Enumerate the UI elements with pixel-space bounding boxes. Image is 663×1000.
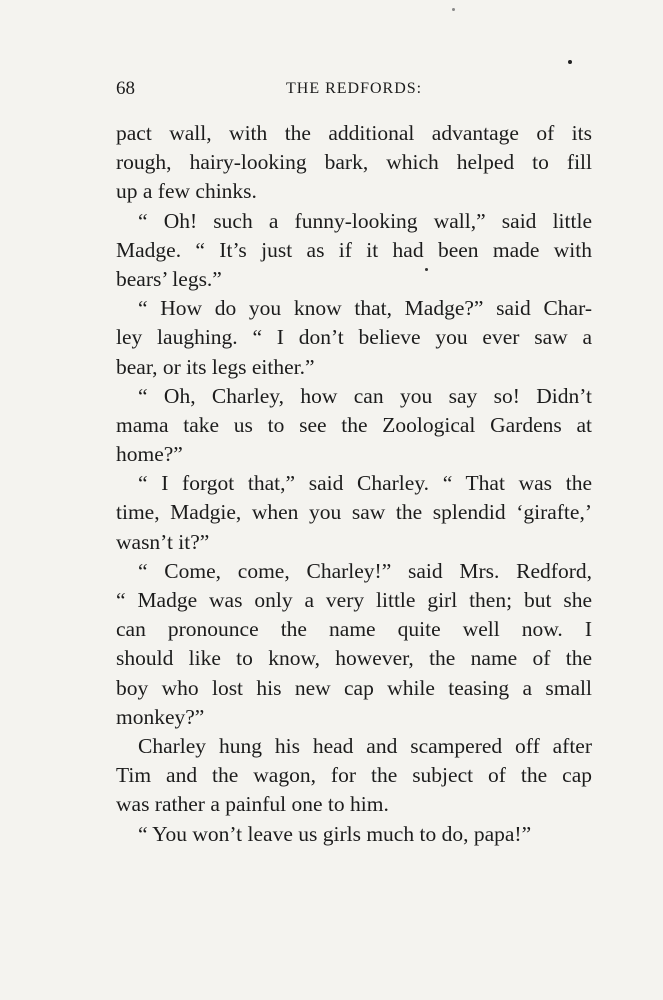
text-line: “ Madge was only a very little girl then; but she: [116, 588, 592, 612]
text-line: can pronounce the name quite well now. I: [116, 617, 592, 642]
ink-speck: [568, 60, 572, 64]
text-line: up a few chinks.: [116, 179, 257, 204]
text-line: “ Oh! such a funny-looking wall,” said little: [138, 208, 592, 233]
text-line: Tim and the wagon, for the subject of the cap: [116, 763, 592, 788]
text-line: boy who lost his new cap while teasing a small: [116, 675, 592, 700]
text-line: rough, hairy-looking bark, which helped to fill: [116, 150, 592, 175]
text-line: “ You won’t leave us girls much to do, papa!”: [138, 821, 532, 846]
text-line: “ How do you know that, Madge?” said Char-: [138, 296, 592, 321]
text-line: monkey?”: [116, 704, 205, 729]
text-line: Madge. “ It’s just as if it had been made with: [116, 237, 592, 262]
page-number: 68: [116, 78, 135, 99]
text-line: bears’ legs.”: [116, 266, 222, 291]
text-line: “ Come, come, Charley!” said Mrs. Redford,: [138, 558, 592, 583]
text-line: home?”: [116, 442, 183, 467]
text-line: should like to know, however, the name of the: [116, 646, 592, 671]
text-line: wasn’t it?”: [116, 529, 210, 554]
text-line: “ Oh, Charley, how can you say so! Didn’t: [138, 383, 592, 408]
text-line: Charley hung his head and scampered off after: [138, 733, 592, 758]
text-line: mama take us to see the Zoological Gardens at: [116, 412, 592, 437]
ink-speck: [452, 8, 455, 11]
text-line: bear, or its legs either.”: [116, 354, 315, 379]
page-header: [116, 78, 592, 102]
running-head: THE REDFORDS:: [286, 80, 423, 97]
text-line: was rather a painful one to him.: [116, 792, 389, 817]
body-text: [116, 119, 592, 849]
text-line: pact wall, with the additional advantage of its: [116, 121, 592, 145]
text-line: ley laughing. “ I don’t believe you ever saw a: [116, 325, 592, 350]
text-line: “ I forgot that,” said Charley. “ That was the: [138, 471, 592, 496]
text-line: time, Madgie, when you saw the splendid ‘girafte,’: [116, 500, 592, 525]
